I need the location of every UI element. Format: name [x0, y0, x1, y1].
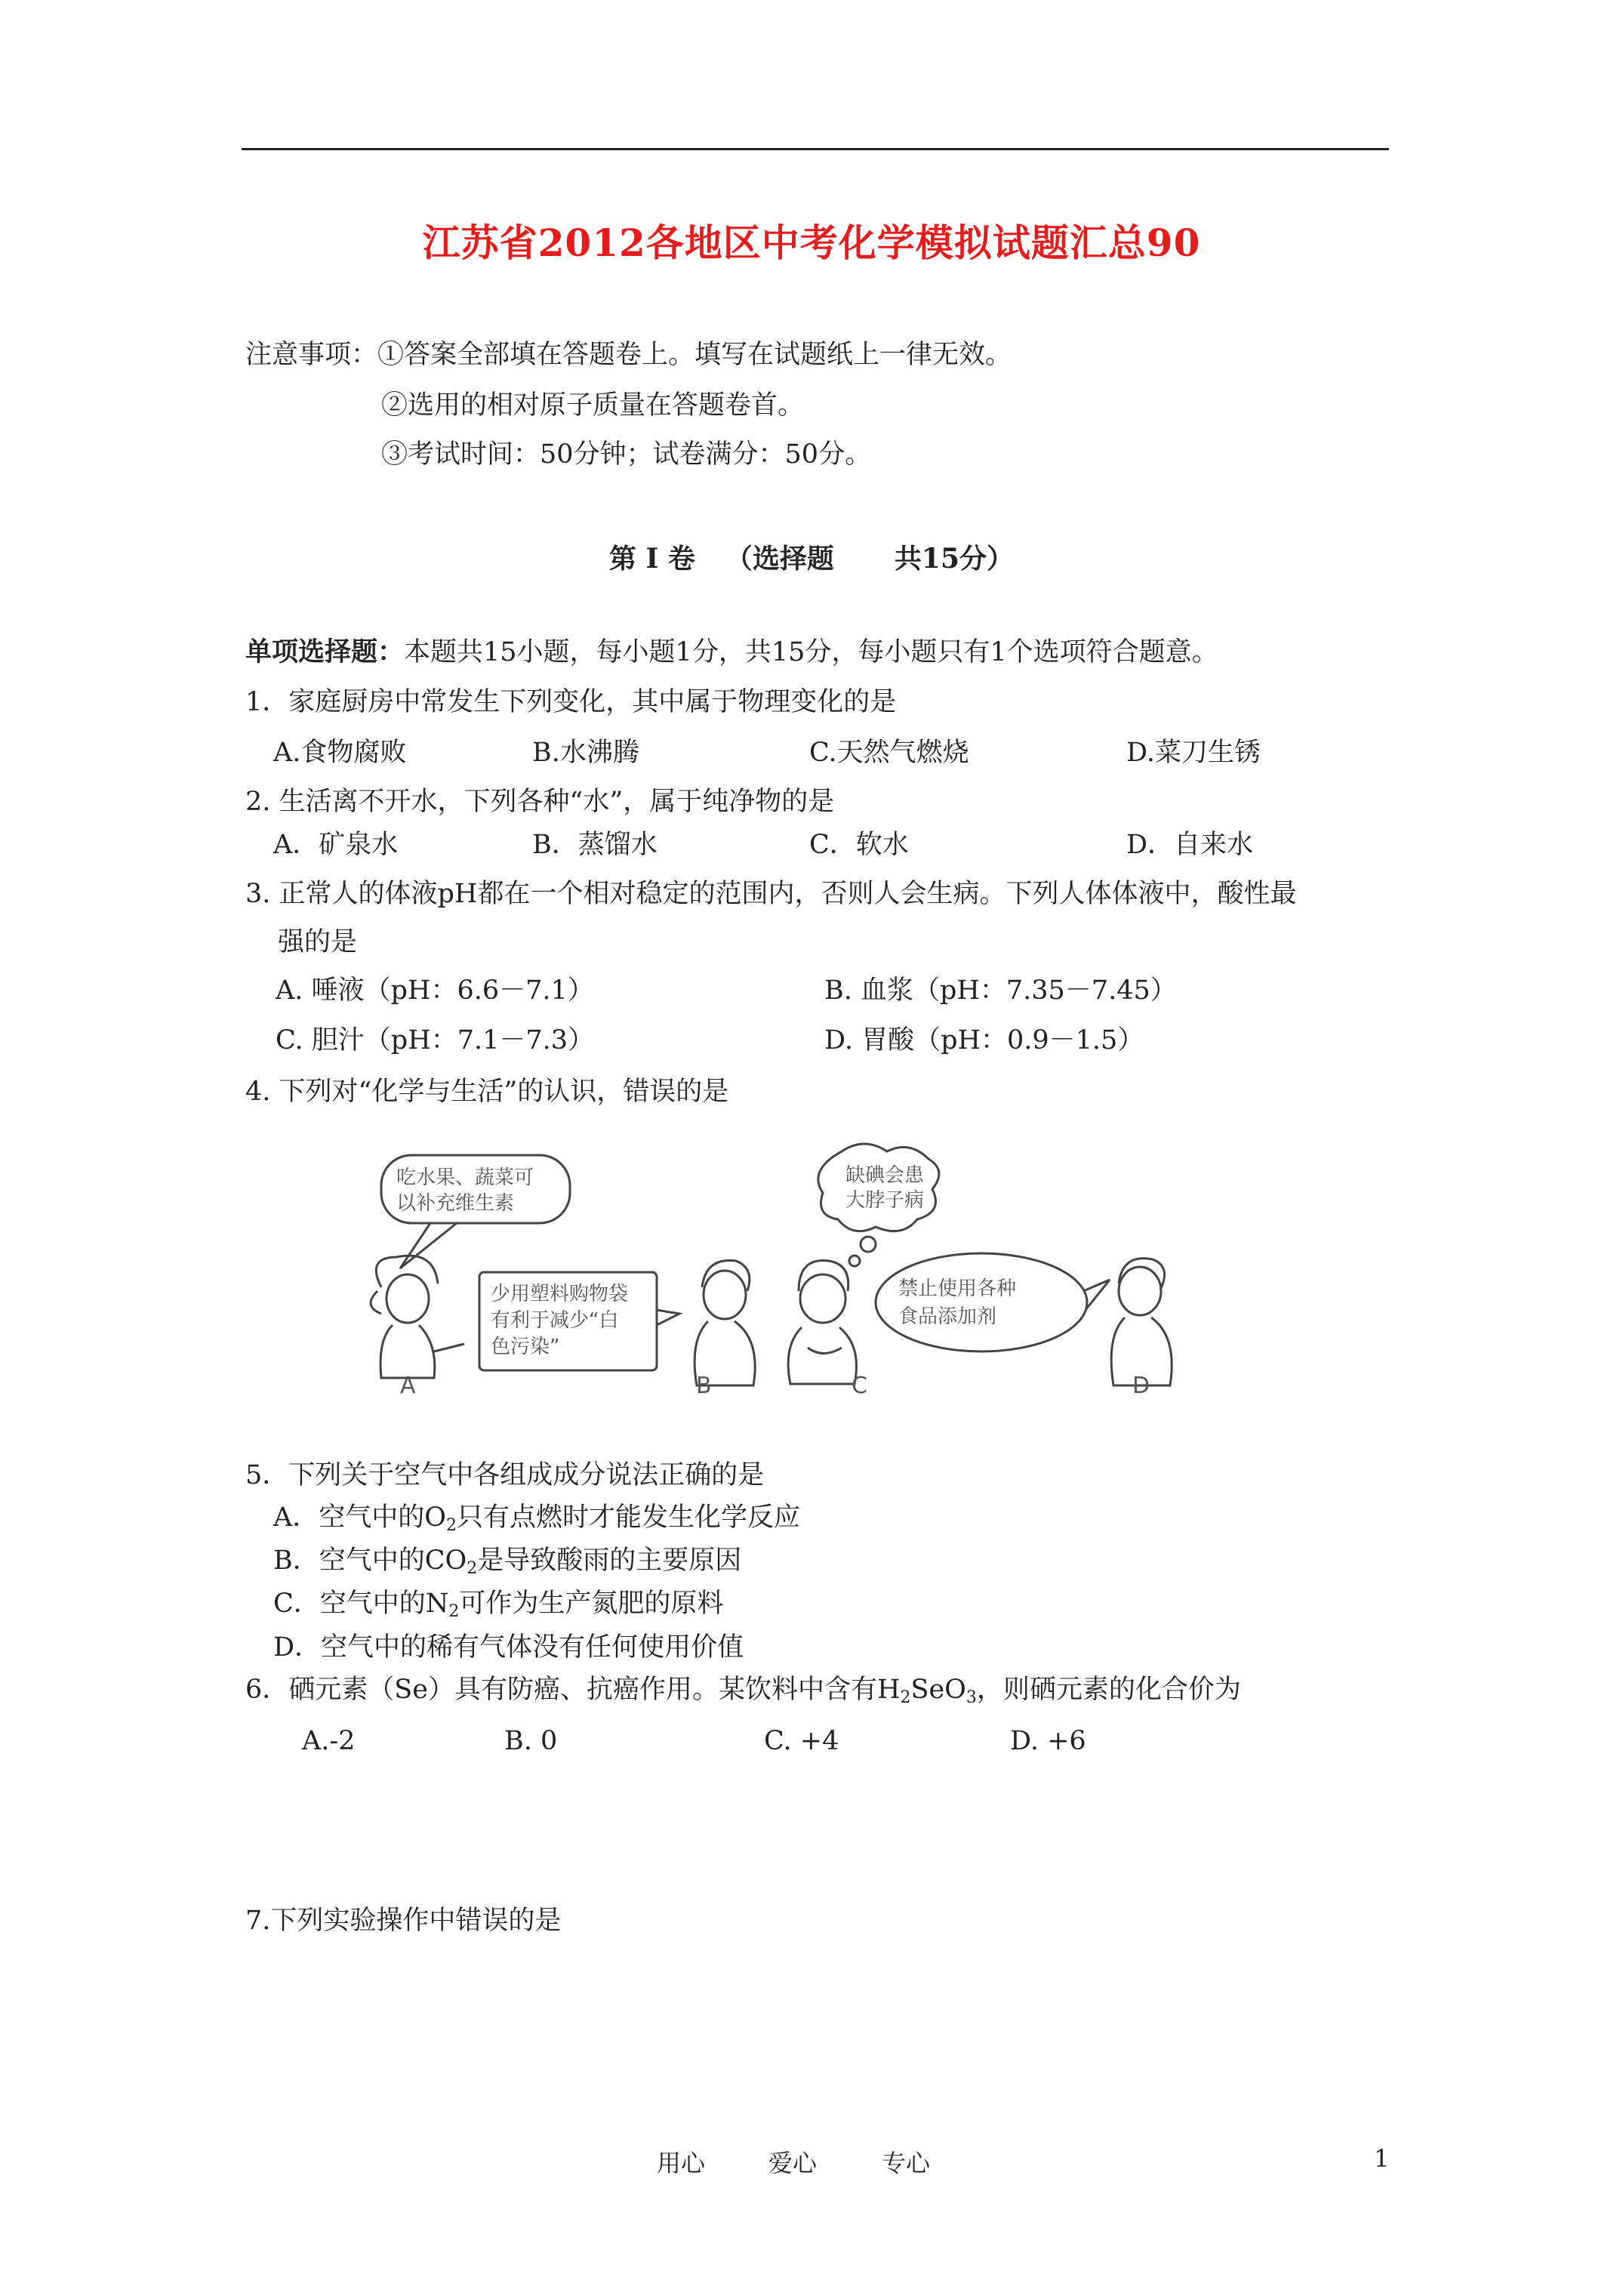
- q5-option-a: A．空气中的$O_2$只有点燃时才能发生化学反应: [273, 1502, 800, 1535]
- q3-option-b: B. 血浆（pH：7.35－7.45）: [824, 975, 1177, 1006]
- q3-option-d: D. 胃酸（pH：0.9－1.5）: [824, 1025, 1144, 1056]
- notes-label: 注意事项：: [245, 340, 378, 370]
- cartoon-label-d: D: [1132, 1373, 1150, 1399]
- section-score: 共15分）: [894, 543, 1015, 575]
- q4-stem: 4. 下列对“化学与生活”的认识，错误的是: [245, 1077, 729, 1107]
- person-c: [788, 1261, 856, 1385]
- q1-option-a: A.食物腐败: [273, 738, 407, 768]
- bubble-b-line-3: 色污染”: [491, 1336, 560, 1358]
- notes-line-1: [245, 338, 1012, 371]
- q6-option-b: B. 0: [504, 1726, 558, 1756]
- footer-item-2: 爱心: [768, 2149, 818, 2177]
- page-title: 江苏省2012各地区中考化学模拟试题汇总90: [422, 220, 1201, 265]
- q6-stem: 6．硒元素（Se）具有防癌、抗癌作用。某饮料中含有$H_2SeO_3$，则硒元素的化合价为: [245, 1675, 1241, 1707]
- cartoon-label-b: B: [696, 1373, 712, 1399]
- q5-stem: 5．下列关于空气中各组成成分说法正确的是: [245, 1460, 765, 1490]
- q6-option-a: A.-2: [302, 1726, 356, 1756]
- instruction: [245, 636, 1218, 669]
- q1-option-c: C.天然气燃烧: [809, 738, 969, 768]
- q6-option-c: C. +4: [764, 1726, 839, 1756]
- q3-option-a: A. 唾液（pH：6.6－7.1）: [276, 975, 594, 1006]
- section-name: （选择题: [725, 543, 834, 575]
- instruction-label: 单项选择题：: [245, 636, 405, 667]
- footer-item-3: 专心: [882, 2149, 931, 2177]
- person-d: [1111, 1259, 1172, 1385]
- q7-stem: 7.下列实验操作中错误的是: [245, 1906, 562, 1936]
- q6-option-d: D. +6: [1010, 1726, 1086, 1756]
- q4-cartoon-illustration: [347, 1140, 1223, 1419]
- thought-dot-2: [849, 1256, 860, 1266]
- bubble-d-line-1: 禁止使用各种: [898, 1277, 1017, 1300]
- bubble-a-line-1: 吃水果、蔬菜可: [396, 1166, 534, 1189]
- q2-option-a: A．矿泉水: [273, 830, 399, 860]
- bubble-b-line-1: 少用塑料购物袋: [491, 1283, 629, 1305]
- bubble-c-line-1: 缺碘会患: [845, 1164, 925, 1187]
- q2-stem: 2. 生活离不开水，下列各种“水”，属于纯净物的是: [245, 787, 835, 817]
- q3-option-c: C. 胆汁（pH：7.1－7.3）: [276, 1025, 595, 1056]
- bubble-c: [818, 1144, 939, 1231]
- footer-item-1: 用心: [657, 2149, 706, 2177]
- cartoon-label-c: C: [852, 1373, 867, 1399]
- bubble-b-tail: [657, 1310, 679, 1325]
- notes-item-1: ①答案全部填在答题卷上。填写在试题纸上一律无效。: [377, 340, 1012, 370]
- notes-item-2: ②选用的相对原子质量在答题卷首。: [381, 390, 805, 421]
- cartoon-label-a: A: [400, 1373, 416, 1399]
- q1-option-d: D.菜刀生锈: [1126, 738, 1261, 768]
- q1-option-b: B.水沸腾: [532, 738, 639, 768]
- instruction-text: 本题共15小题，每小题1分，共15分，每小题只有1个选项符合题意。: [404, 637, 1218, 667]
- q1-stem: 1．家庭厨房中常发生下列变化，其中属于物理变化的是: [245, 687, 897, 717]
- q2-option-b: B．蒸馏水: [532, 830, 658, 860]
- bubble-d: [876, 1253, 1087, 1351]
- section-part: 第 I 卷: [608, 543, 695, 575]
- person-b: [694, 1260, 755, 1385]
- bubble-c-line-2: 大脖子病: [845, 1189, 925, 1212]
- q2-option-d: D．自来水: [1126, 830, 1254, 860]
- bubble-b-line-2: 有利于减少“白: [491, 1309, 619, 1332]
- page-number: 1: [1374, 2144, 1390, 2173]
- q2-option-c: C．软水: [809, 830, 909, 860]
- q3-stem-line-2: 强的是: [278, 927, 358, 957]
- q5-option-c: C．空气中的$N_2$可作为生产氮肥的原料: [273, 1589, 724, 1621]
- section-heading: [0, 538, 1623, 576]
- bubble-d-line-2: 食品添加剂: [898, 1305, 997, 1328]
- q3-stem-line-1: 3. 正常人的体液pH都在一个相对稳定的范围内，否则人会生病。下列人体体液中，酸性最: [245, 879, 1297, 909]
- bubble-a-line-2: 以补充维生素: [396, 1192, 515, 1215]
- notes-item-3: ③考试时间：50分钟；试卷满分：50分。: [381, 439, 872, 470]
- thought-dot-1: [861, 1237, 876, 1252]
- q5-option-d: D．空气中的稀有气体没有任何使用价值: [273, 1632, 744, 1663]
- header-rule: [242, 148, 1389, 150]
- q5-option-b: B．空气中的$CO_2$是导致酸雨的主要原因: [273, 1546, 742, 1578]
- person-a: [371, 1256, 464, 1378]
